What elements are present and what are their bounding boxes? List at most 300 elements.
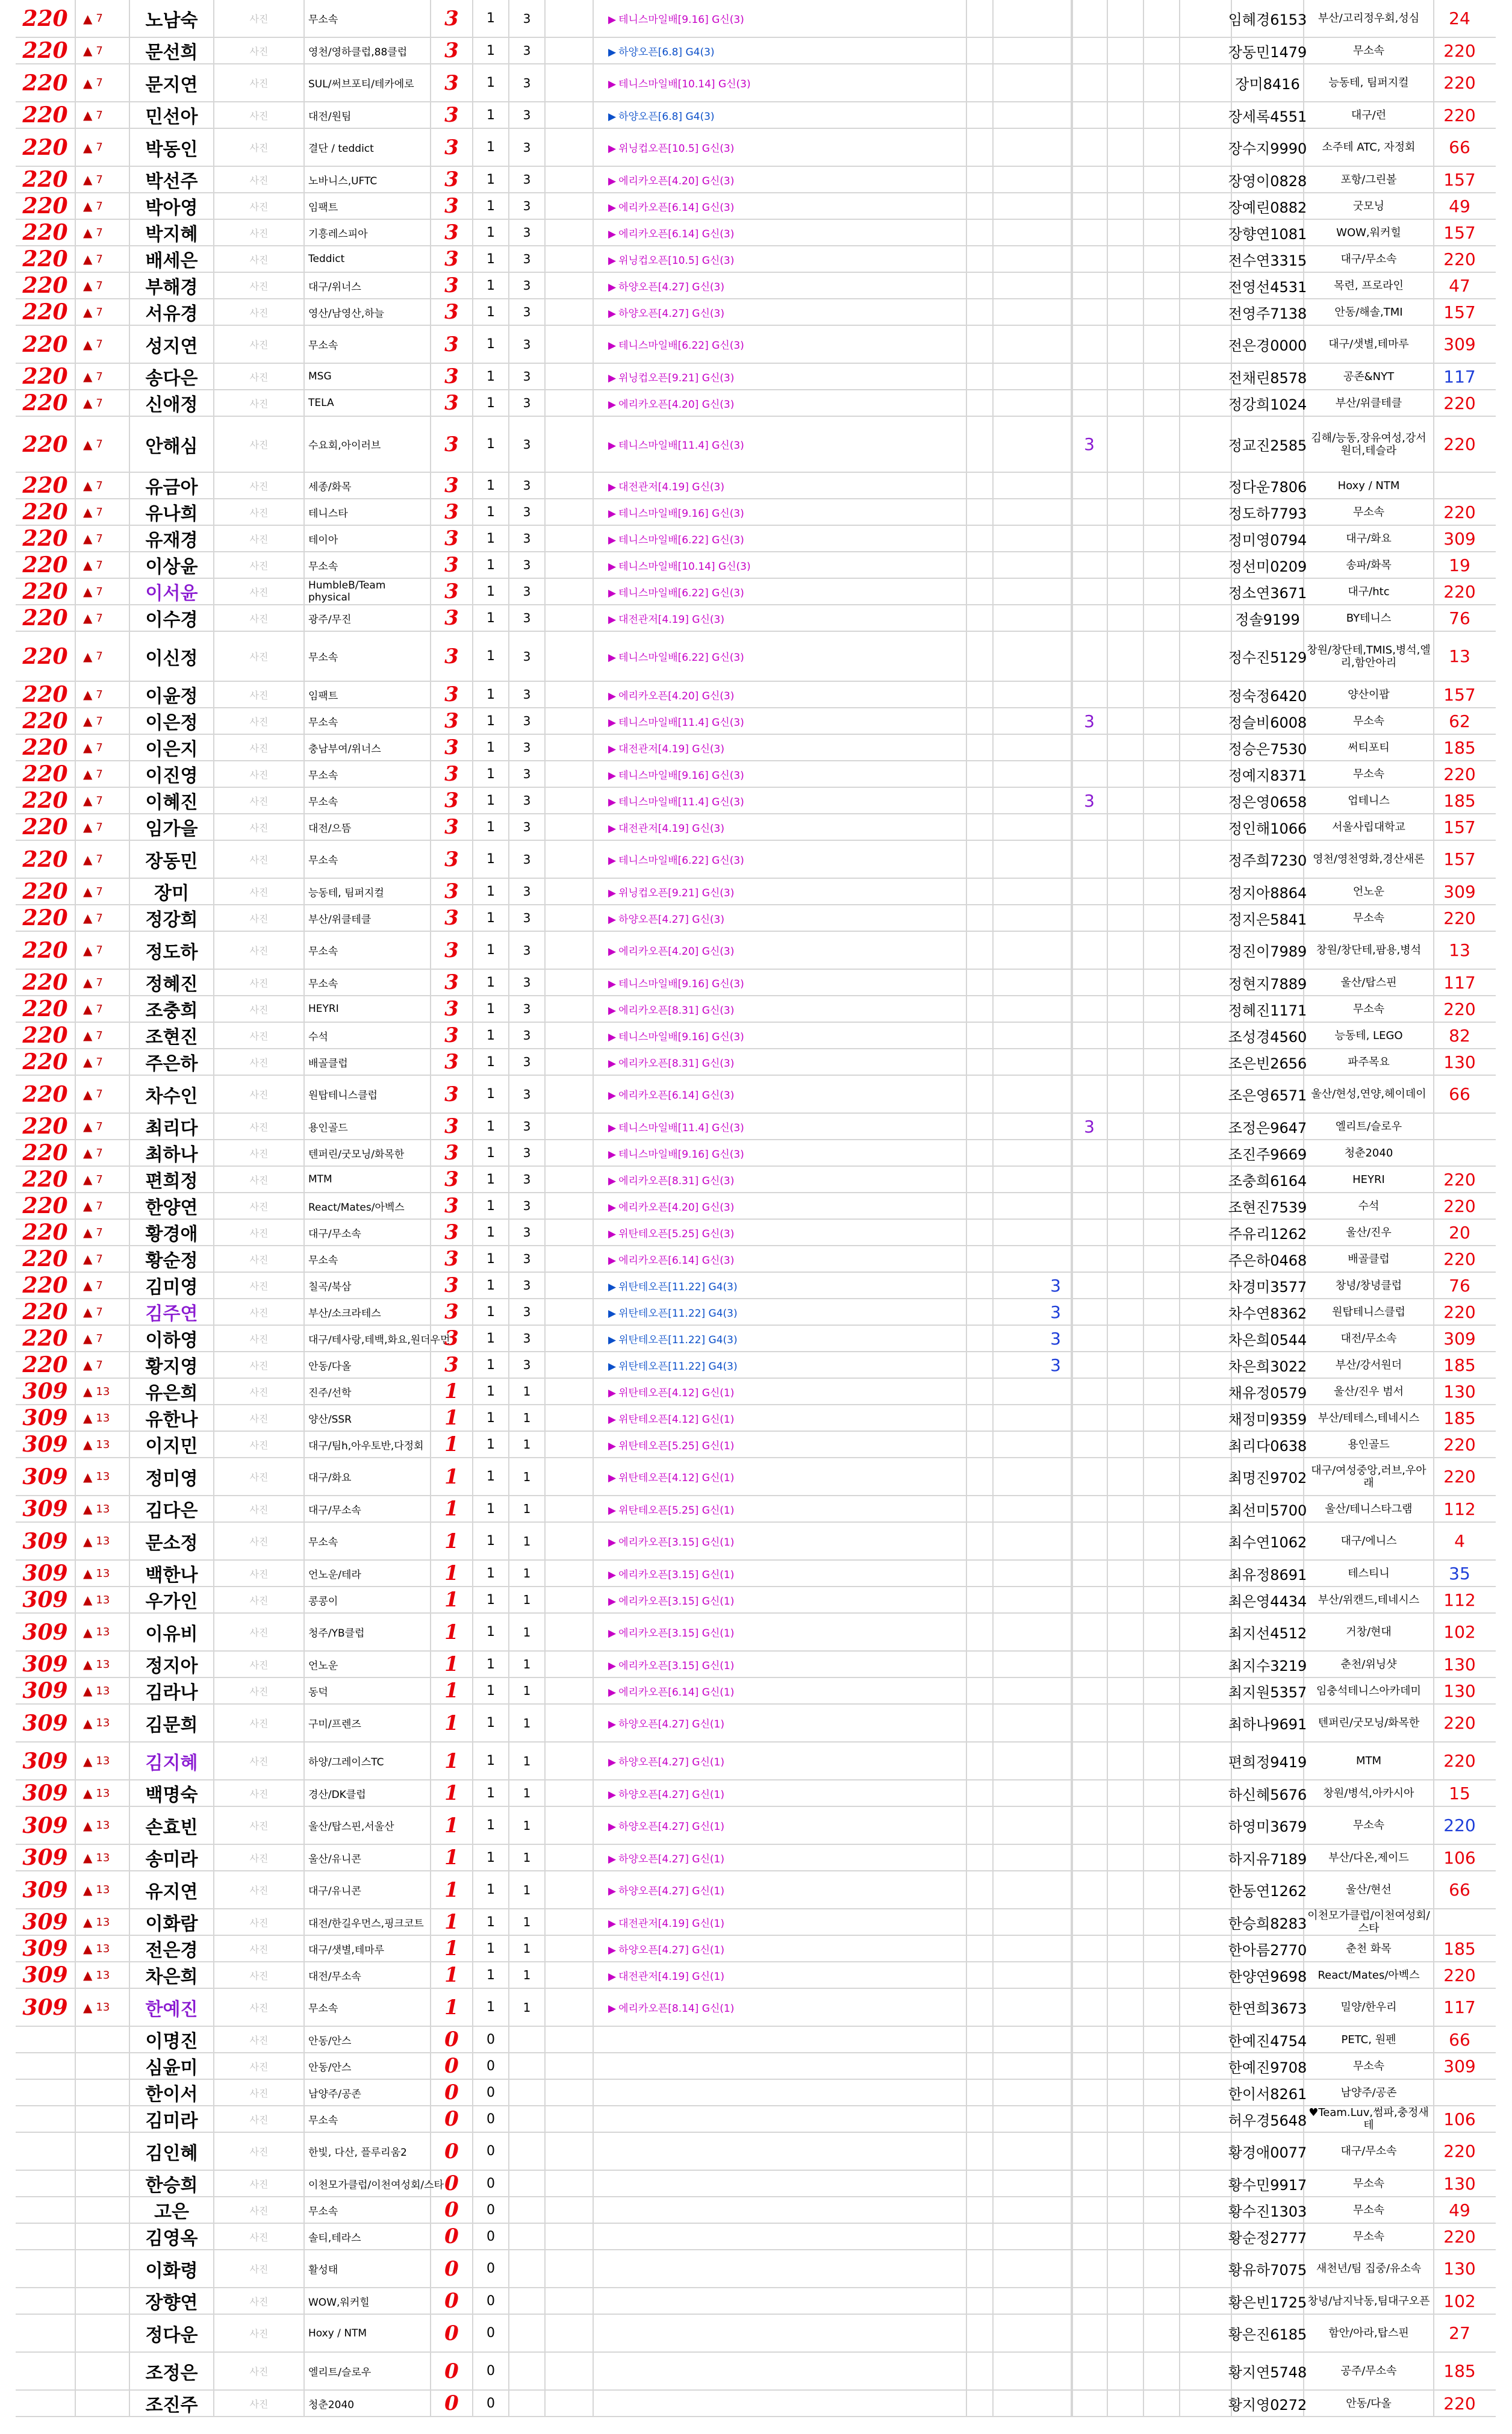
photo-link[interactable] <box>214 2027 305 2052</box>
right-player-name[interactable] <box>1228 1023 1307 1048</box>
photo-link[interactable] <box>214 299 305 325</box>
tournament-cell[interactable] <box>594 193 967 219</box>
tournament-link[interactable] <box>608 1882 724 1897</box>
tournament-cell[interactable] <box>594 1076 967 1112</box>
right-player-name[interactable] <box>1228 499 1307 525</box>
right-player-name[interactable] <box>1228 735 1307 760</box>
player-name[interactable] <box>130 1432 214 1457</box>
tournament-cell[interactable] <box>594 932 967 969</box>
tournament-cell[interactable] <box>594 1678 967 1703</box>
tournament-cell[interactable] <box>594 1167 967 1192</box>
tournament-cell[interactable] <box>594 632 967 681</box>
player-name[interactable] <box>130 1989 214 2026</box>
photo-link[interactable] <box>214 1780 305 1806</box>
right-player-name[interactable] <box>1228 364 1307 389</box>
tournament-cell[interactable] <box>594 1140 967 1166</box>
tournament-link[interactable] <box>608 1358 738 1373</box>
photo-link[interactable] <box>214 1193 305 1219</box>
photo-link[interactable] <box>214 1114 305 1139</box>
tournament-cell[interactable] <box>594 1496 967 1521</box>
photo-link[interactable] <box>214 1652 305 1677</box>
photo-link[interactable] <box>214 1871 305 1908</box>
tournament-link[interactable] <box>608 1199 734 1214</box>
photo-link[interactable] <box>214 579 305 604</box>
photo-link[interactable] <box>214 1379 305 1404</box>
photo-link[interactable] <box>214 932 305 969</box>
right-player-name[interactable] <box>1228 38 1307 63</box>
player-name[interactable] <box>130 1962 214 1988</box>
player-name[interactable] <box>130 1614 214 1650</box>
photo-link[interactable] <box>214 632 305 681</box>
tournament-link[interactable] <box>608 437 744 452</box>
right-player-name[interactable] <box>1228 1705 1307 1741</box>
photo-link[interactable] <box>214 1432 305 1457</box>
right-player-name[interactable] <box>1228 1845 1307 1870</box>
photo-link[interactable] <box>214 1936 305 1961</box>
player-name[interactable] <box>130 1326 214 1351</box>
player-name[interactable] <box>130 1705 214 1741</box>
right-player-name[interactable] <box>1228 579 1307 604</box>
player-name[interactable] <box>130 1220 214 1245</box>
right-player-name[interactable] <box>1228 2133 1307 2170</box>
tournament-cell[interactable] <box>594 1432 967 1457</box>
photo-link[interactable] <box>214 605 305 631</box>
right-player-name[interactable] <box>1228 1326 1307 1351</box>
right-player-name[interactable] <box>1228 1379 1307 1404</box>
tournament-cell[interactable] <box>594 299 967 325</box>
tournament-cell[interactable] <box>594 326 967 363</box>
tournament-cell[interactable] <box>594 2027 967 2052</box>
right-player-name[interactable] <box>1228 0 1307 37</box>
photo-link[interactable] <box>214 273 305 298</box>
tournament-link[interactable] <box>608 278 724 293</box>
right-player-name[interactable] <box>1228 417 1307 472</box>
right-player-name[interactable] <box>1228 1352 1307 1378</box>
photo-link[interactable] <box>214 1807 305 1844</box>
right-player-name[interactable] <box>1228 1561 1307 1586</box>
tournament-cell[interactable] <box>594 1936 967 1961</box>
player-name[interactable] <box>130 1458 214 1495</box>
photo-link[interactable] <box>214 1167 305 1192</box>
tournament-cell[interactable] <box>594 1049 967 1075</box>
tournament-cell[interactable] <box>594 2315 967 2351</box>
tournament-cell[interactable] <box>594 879 967 904</box>
right-player-name[interactable] <box>1228 1458 1307 1495</box>
right-player-name[interactable] <box>1228 193 1307 219</box>
tournament-link[interactable] <box>608 1146 744 1161</box>
right-player-name[interactable] <box>1228 1523 1307 1559</box>
photo-link[interactable] <box>214 735 305 760</box>
right-player-name[interactable] <box>1228 1114 1307 1139</box>
right-player-name[interactable] <box>1228 841 1307 878</box>
tournament-cell[interactable] <box>594 579 967 604</box>
player-name[interactable] <box>130 970 214 995</box>
player-name[interactable] <box>130 2288 214 2314</box>
tournament-cell[interactable] <box>594 1273 967 1298</box>
right-player-name[interactable] <box>1228 814 1307 840</box>
photo-link[interactable] <box>214 905 305 931</box>
photo-link[interactable] <box>214 2315 305 2351</box>
photo-link[interactable] <box>214 1352 305 1378</box>
tournament-link[interactable] <box>608 1915 724 1930</box>
player-name[interactable] <box>130 932 214 969</box>
player-name[interactable] <box>130 905 214 931</box>
photo-link[interactable] <box>214 879 305 904</box>
tournament-cell[interactable] <box>594 2250 967 2287</box>
right-player-name[interactable] <box>1228 167 1307 192</box>
right-player-name[interactable] <box>1228 1140 1307 1166</box>
right-player-name[interactable] <box>1228 1299 1307 1325</box>
tournament-link[interactable] <box>608 584 744 599</box>
right-player-name[interactable] <box>1228 1167 1307 1192</box>
photo-link[interactable] <box>214 1614 305 1650</box>
right-player-name[interactable] <box>1228 2224 1307 2249</box>
photo-link[interactable] <box>214 526 305 551</box>
photo-link[interactable] <box>214 1140 305 1166</box>
tournament-link[interactable] <box>608 2000 734 2015</box>
tournament-link[interactable] <box>608 1411 734 1426</box>
player-name[interactable] <box>130 246 214 272</box>
player-name[interactable] <box>130 1780 214 1806</box>
player-name[interactable] <box>130 2391 214 2416</box>
tournament-cell[interactable] <box>594 1614 967 1650</box>
right-player-name[interactable] <box>1228 473 1307 498</box>
photo-link[interactable] <box>214 1023 305 1048</box>
tournament-link[interactable] <box>608 1657 734 1672</box>
tournament-link[interactable] <box>608 1941 724 1956</box>
player-name[interactable] <box>130 1167 214 1192</box>
tournament-cell[interactable] <box>594 841 967 878</box>
player-name[interactable] <box>130 605 214 631</box>
right-player-name[interactable] <box>1228 879 1307 904</box>
right-player-name[interactable] <box>1228 2315 1307 2351</box>
player-name[interactable] <box>130 814 214 840</box>
player-name[interactable] <box>130 2353 214 2389</box>
photo-link[interactable] <box>214 1909 305 1935</box>
player-name[interactable] <box>130 273 214 298</box>
player-name[interactable] <box>130 0 214 37</box>
photo-link[interactable] <box>214 1405 305 1431</box>
tournament-cell[interactable] <box>594 1193 967 1219</box>
tournament-link[interactable] <box>608 225 734 240</box>
player-name[interactable] <box>130 299 214 325</box>
right-player-name[interactable] <box>1228 102 1307 128</box>
right-player-name[interactable] <box>1228 1936 1307 1961</box>
right-player-name[interactable] <box>1228 1049 1307 1075</box>
right-player-name[interactable] <box>1228 970 1307 995</box>
player-name[interactable] <box>130 1496 214 1521</box>
right-player-name[interactable] <box>1228 2288 1307 2314</box>
right-player-name[interactable] <box>1228 220 1307 245</box>
tournament-link[interactable] <box>608 793 744 808</box>
right-player-name[interactable] <box>1228 932 1307 969</box>
player-name[interactable] <box>130 735 214 760</box>
tournament-link[interactable] <box>608 611 724 626</box>
player-name[interactable] <box>130 167 214 192</box>
player-name[interactable] <box>130 326 214 363</box>
tournament-cell[interactable] <box>594 682 967 707</box>
player-name[interactable] <box>130 473 214 498</box>
photo-link[interactable] <box>214 193 305 219</box>
tournament-link[interactable] <box>608 820 724 835</box>
player-name[interactable] <box>130 2250 214 2287</box>
tournament-cell[interactable] <box>594 814 967 840</box>
player-name[interactable] <box>130 2080 214 2105</box>
tournament-cell[interactable] <box>594 1909 967 1935</box>
tournament-link[interactable] <box>608 1753 724 1768</box>
tournament-cell[interactable] <box>594 2133 967 2170</box>
tournament-link[interactable] <box>608 687 734 702</box>
tournament-link[interactable] <box>608 1786 724 1801</box>
tournament-link[interactable] <box>608 337 744 352</box>
tournament-cell[interactable] <box>594 1705 967 1741</box>
photo-link[interactable] <box>214 102 305 128</box>
right-player-name[interactable] <box>1228 996 1307 1022</box>
photo-link[interactable] <box>214 1561 305 1586</box>
right-player-name[interactable] <box>1228 273 1307 298</box>
photo-link[interactable] <box>214 1299 305 1325</box>
right-player-name[interactable] <box>1228 1246 1307 1272</box>
tournament-link[interactable] <box>608 1119 744 1134</box>
tournament-cell[interactable] <box>594 246 967 272</box>
player-name[interactable] <box>130 1845 214 1870</box>
tournament-link[interactable] <box>608 43 715 58</box>
player-name[interactable] <box>130 2197 214 2223</box>
tournament-link[interactable] <box>608 1331 738 1346</box>
player-name[interactable] <box>130 220 214 245</box>
tournament-link[interactable] <box>608 975 744 990</box>
tournament-cell[interactable] <box>594 220 967 245</box>
tournament-cell[interactable] <box>594 102 967 128</box>
tournament-link[interactable] <box>608 396 734 411</box>
photo-link[interactable] <box>214 1587 305 1612</box>
tournament-cell[interactable] <box>594 2106 967 2132</box>
photo-link[interactable] <box>214 552 305 578</box>
player-name[interactable] <box>130 1023 214 1048</box>
tournament-link[interactable] <box>608 531 744 546</box>
right-player-name[interactable] <box>1228 2053 1307 2079</box>
player-name[interactable] <box>130 2315 214 2351</box>
right-player-name[interactable] <box>1228 2080 1307 2105</box>
tournament-cell[interactable] <box>594 970 967 995</box>
tournament-link[interactable] <box>608 1968 724 1983</box>
tournament-link[interactable] <box>608 1028 744 1043</box>
photo-link[interactable] <box>214 326 305 363</box>
tournament-cell[interactable] <box>594 1405 967 1431</box>
tournament-cell[interactable] <box>594 2171 967 2196</box>
player-name[interactable] <box>130 841 214 878</box>
photo-link[interactable] <box>214 64 305 101</box>
tournament-link[interactable] <box>608 1818 724 1833</box>
player-name[interactable] <box>130 2224 214 2249</box>
tournament-cell[interactable] <box>594 417 967 472</box>
player-name[interactable] <box>130 2171 214 2196</box>
player-name[interactable] <box>130 708 214 734</box>
player-name[interactable] <box>130 1743 214 1779</box>
tournament-cell[interactable] <box>594 364 967 389</box>
tournament-link[interactable] <box>608 1715 724 1730</box>
player-name[interactable] <box>130 1523 214 1559</box>
right-player-name[interactable] <box>1228 1614 1307 1650</box>
player-name[interactable] <box>130 129 214 166</box>
tournament-cell[interactable] <box>594 526 967 551</box>
tournament-cell[interactable] <box>594 129 967 166</box>
tournament-cell[interactable] <box>594 1114 967 1139</box>
tournament-link[interactable] <box>608 1087 734 1102</box>
tournament-link[interactable] <box>608 943 734 958</box>
player-name[interactable] <box>130 1352 214 1378</box>
photo-link[interactable] <box>214 841 305 878</box>
tournament-link[interactable] <box>608 767 744 782</box>
photo-link[interactable] <box>214 1049 305 1075</box>
player-name[interactable] <box>130 788 214 813</box>
photo-link[interactable] <box>214 1962 305 1988</box>
tournament-cell[interactable] <box>594 552 967 578</box>
player-name[interactable] <box>130 1076 214 1112</box>
player-name[interactable] <box>130 1114 214 1139</box>
player-name[interactable] <box>130 499 214 525</box>
tournament-cell[interactable] <box>594 38 967 63</box>
photo-link[interactable] <box>214 814 305 840</box>
player-name[interactable] <box>130 1936 214 1961</box>
player-name[interactable] <box>130 2053 214 2079</box>
photo-link[interactable] <box>214 970 305 995</box>
photo-link[interactable] <box>214 2053 305 2079</box>
tournament-link[interactable] <box>608 75 751 90</box>
photo-link[interactable] <box>214 1523 305 1559</box>
photo-link[interactable] <box>214 1496 305 1521</box>
player-name[interactable] <box>130 64 214 101</box>
tournament-link[interactable] <box>608 369 734 384</box>
right-player-name[interactable] <box>1228 1909 1307 1935</box>
right-player-name[interactable] <box>1228 2197 1307 2223</box>
player-name[interactable] <box>130 1299 214 1325</box>
right-player-name[interactable] <box>1228 390 1307 416</box>
player-name[interactable] <box>130 1909 214 1935</box>
tournament-cell[interactable] <box>594 1299 967 1325</box>
photo-link[interactable] <box>214 129 305 166</box>
right-player-name[interactable] <box>1228 1989 1307 2026</box>
photo-link[interactable] <box>214 1743 305 1779</box>
right-player-name[interactable] <box>1228 1193 1307 1219</box>
tournament-link[interactable] <box>608 911 724 926</box>
tournament-link[interactable] <box>608 1502 734 1517</box>
tournament-cell[interactable] <box>594 2391 967 2416</box>
tournament-cell[interactable] <box>594 1023 967 1048</box>
right-player-name[interactable] <box>1228 1432 1307 1457</box>
right-player-name[interactable] <box>1228 1220 1307 1245</box>
right-player-name[interactable] <box>1228 2106 1307 2132</box>
right-player-name[interactable] <box>1228 299 1307 325</box>
photo-link[interactable] <box>214 390 305 416</box>
photo-link[interactable] <box>214 708 305 734</box>
tournament-link[interactable] <box>608 649 744 664</box>
player-name[interactable] <box>130 1246 214 1272</box>
photo-link[interactable] <box>214 364 305 389</box>
tournament-cell[interactable] <box>594 167 967 192</box>
photo-link[interactable] <box>214 1220 305 1245</box>
player-name[interactable] <box>130 102 214 128</box>
tournament-link[interactable] <box>608 252 734 267</box>
tournament-link[interactable] <box>608 1624 734 1640</box>
tournament-link[interactable] <box>608 1305 738 1320</box>
right-player-name[interactable] <box>1228 1807 1307 1844</box>
right-player-name[interactable] <box>1228 1587 1307 1612</box>
photo-link[interactable] <box>214 473 305 498</box>
photo-link[interactable] <box>214 2106 305 2132</box>
right-player-name[interactable] <box>1228 2250 1307 2287</box>
photo-link[interactable] <box>214 2224 305 2249</box>
photo-link[interactable] <box>214 2133 305 2170</box>
photo-link[interactable] <box>214 682 305 707</box>
player-name[interactable] <box>130 996 214 1022</box>
player-name[interactable] <box>130 1871 214 1908</box>
tournament-cell[interactable] <box>594 0 967 37</box>
tournament-link[interactable] <box>608 140 734 155</box>
photo-link[interactable] <box>214 2197 305 2223</box>
tournament-cell[interactable] <box>594 1326 967 1351</box>
right-player-name[interactable] <box>1228 1678 1307 1703</box>
tournament-link[interactable] <box>608 1384 734 1399</box>
tournament-link[interactable] <box>608 1055 734 1070</box>
player-name[interactable] <box>130 682 214 707</box>
right-player-name[interactable] <box>1228 761 1307 787</box>
tournament-cell[interactable] <box>594 1458 967 1495</box>
right-player-name[interactable] <box>1228 632 1307 681</box>
player-name[interactable] <box>130 1193 214 1219</box>
right-player-name[interactable] <box>1232 605 1304 631</box>
right-player-name[interactable] <box>1228 1780 1307 1806</box>
photo-link[interactable] <box>214 761 305 787</box>
right-player-name[interactable] <box>1228 682 1307 707</box>
tournament-cell[interactable] <box>594 605 967 631</box>
tournament-link[interactable] <box>608 884 734 899</box>
tournament-cell[interactable] <box>594 2080 967 2105</box>
photo-link[interactable] <box>214 417 305 472</box>
tournament-cell[interactable] <box>594 2288 967 2314</box>
player-name[interactable] <box>130 1561 214 1586</box>
tournament-link[interactable] <box>608 1252 734 1267</box>
photo-link[interactable] <box>214 1458 305 1495</box>
player-name[interactable] <box>130 2106 214 2132</box>
tournament-cell[interactable] <box>594 1246 967 1272</box>
player-name[interactable] <box>130 417 214 472</box>
tournament-cell[interactable] <box>594 1652 967 1677</box>
right-player-name[interactable] <box>1228 2171 1307 2196</box>
right-player-name[interactable] <box>1228 1405 1307 1431</box>
tournament-link[interactable] <box>608 740 724 755</box>
player-name[interactable] <box>130 1049 214 1075</box>
photo-link[interactable] <box>214 1326 305 1351</box>
right-player-name[interactable] <box>1228 1743 1307 1779</box>
player-name[interactable] <box>130 1587 214 1612</box>
tournament-link[interactable] <box>608 1278 738 1293</box>
tournament-cell[interactable] <box>594 499 967 525</box>
photo-link[interactable] <box>214 0 305 37</box>
player-name[interactable] <box>130 38 214 63</box>
tournament-cell[interactable] <box>594 996 967 1022</box>
right-player-name[interactable] <box>1228 526 1307 551</box>
player-name[interactable] <box>130 1140 214 1166</box>
tournament-link[interactable] <box>608 1850 724 1865</box>
tournament-link[interactable] <box>608 1002 734 1017</box>
player-name[interactable] <box>130 2027 214 2052</box>
tournament-cell[interactable] <box>594 1743 967 1779</box>
tournament-cell[interactable] <box>594 1587 967 1612</box>
right-player-name[interactable] <box>1228 2353 1307 2389</box>
player-name[interactable] <box>130 193 214 219</box>
tournament-cell[interactable] <box>594 2224 967 2249</box>
